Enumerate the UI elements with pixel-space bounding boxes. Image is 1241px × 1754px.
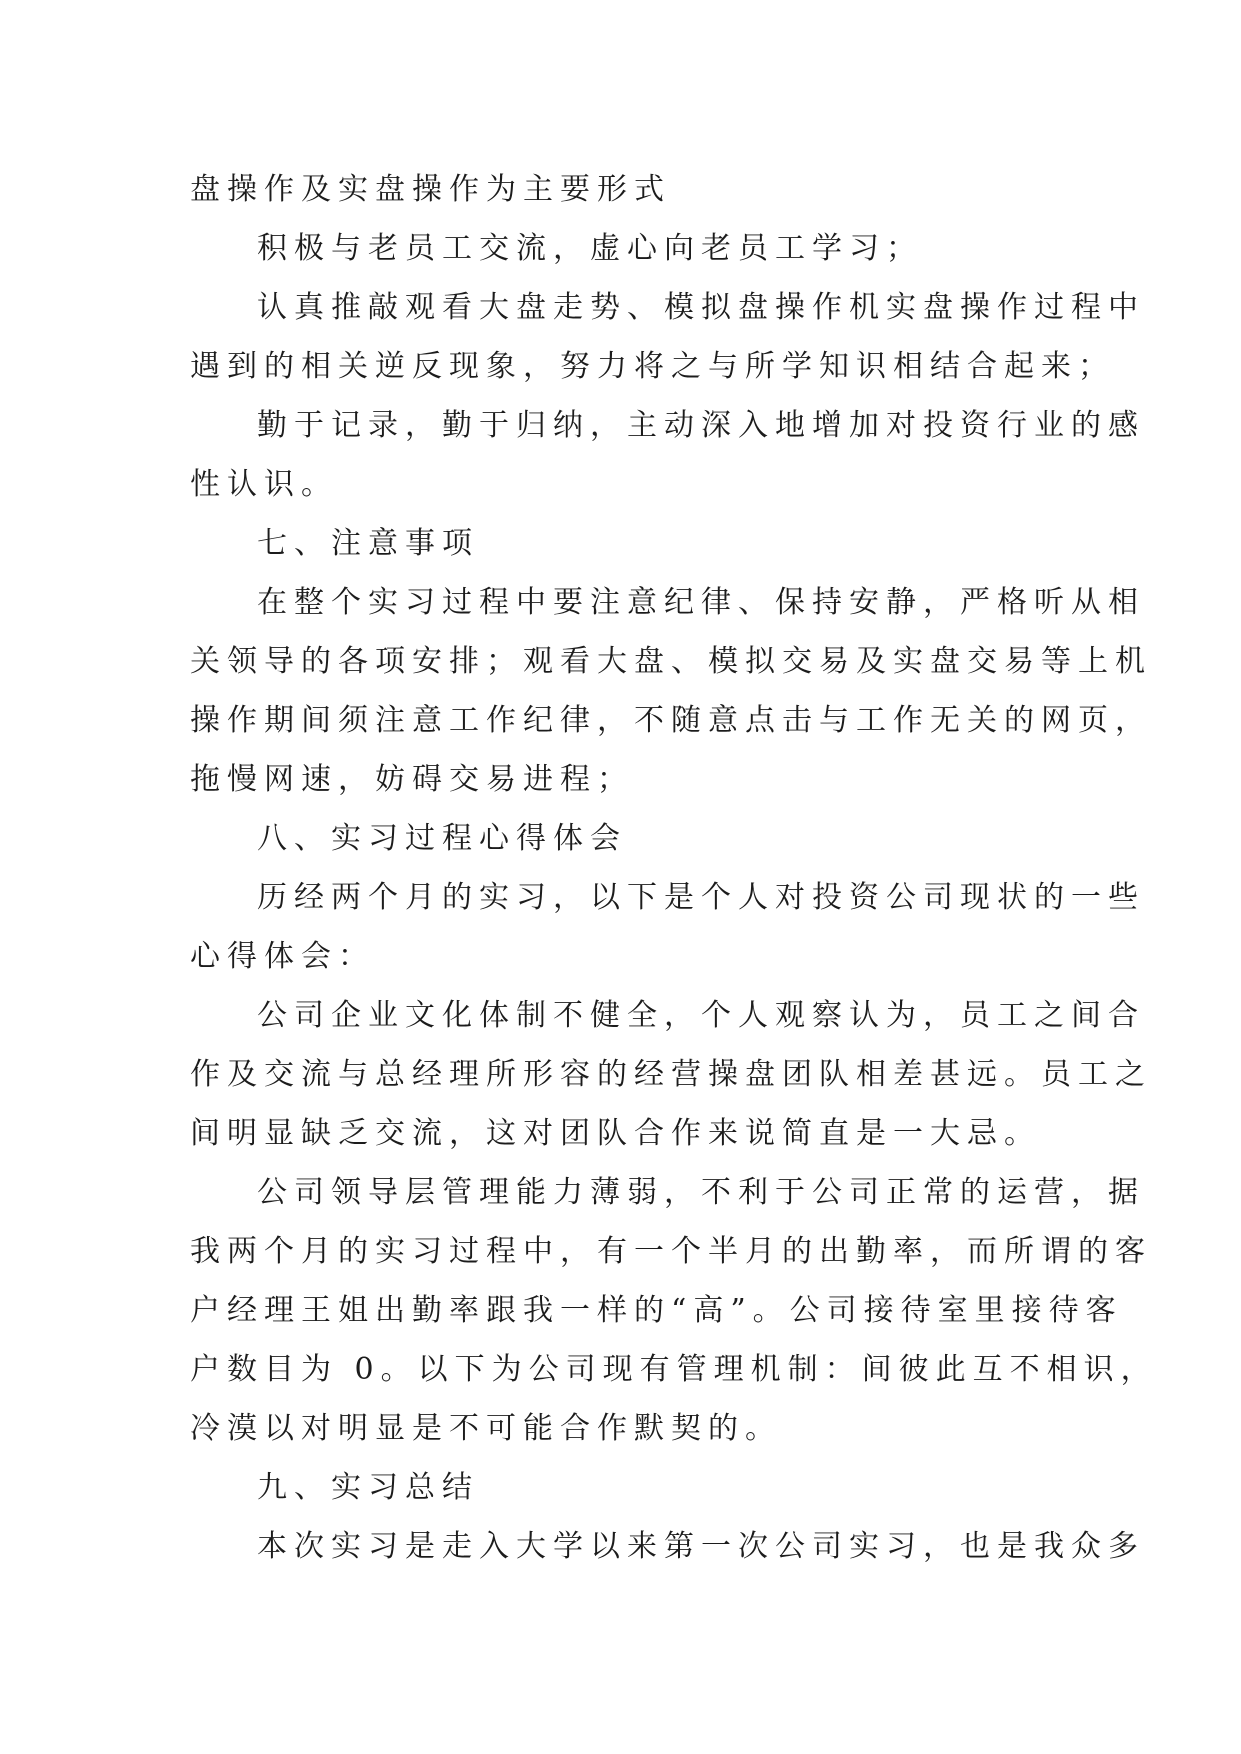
text-line: 间明显缺乏交流，这对团队合作来说简直是一大忌。 [190,1116,1041,1151]
section-heading-eight [190,809,1050,868]
paragraph [190,573,1152,809]
text-line: 心得体会： [190,939,375,974]
text-line: 公司企业文化体制不健全，个人观察认为，员工之间合 [257,998,1145,1033]
paragraph [190,278,1145,396]
text-line: 遇到的相关逆反现象，努力将之与所学知识相结合起来； [190,349,1115,384]
paragraph [190,868,1145,986]
paragraph-continuation [190,160,1050,219]
paragraph [190,1163,1158,1458]
text-line: 在整个实习过程中要注意纪律、保持安静，严格听从相 [257,585,1145,620]
heading-text: 八、实习过程心得体会 [257,821,627,856]
text-line: 关领导的各项安排；观看大盘、模拟交易及实盘交易等上机 [190,644,1152,679]
paragraph [190,1517,1145,1576]
document-body [190,160,1158,1576]
heading-text: 七、注意事项 [257,526,479,561]
heading-text: 九、实习总结 [257,1470,479,1505]
section-heading-seven [190,514,1050,573]
text-line: 作及交流与总经理所形容的经营操盘团队相差甚远。员工之 [190,1057,1152,1092]
section-heading-nine [190,1458,1050,1517]
paragraph [190,986,1152,1163]
text-line: 历经两个月的实习，以下是个人对投资公司现状的一些 [257,880,1145,915]
text-line: 盘操作及实盘操作为主要形式 [190,172,671,207]
text-line: 拖慢网速，妨碍交易进程； [190,762,634,797]
text-line: 户数目为 0。以下为公司现有管理机制：间彼此互不相识， [190,1352,1158,1387]
paragraph [190,396,1145,514]
text-line: 本次实习是走入大学以来第一次公司实习，也是我众多 [257,1529,1145,1564]
text-line: 积极与老员工交流，虚心向老员工学习； [257,231,923,266]
text-line: 公司领导层管理能力薄弱，不利于公司正常的运营，据 [257,1175,1145,1210]
text-line: 勤于记录，勤于归纳，主动深入地增加对投资行业的感 [257,408,1145,443]
text-line: 冷漠以对明显是不可能合作默契的。 [190,1411,782,1446]
text-line: 认真推敲观看大盘走势、模拟盘操作机实盘操作过程中 [257,290,1145,325]
text-line: 性认识。 [190,467,338,502]
text-line: 我两个月的实习过程中，有一个半月的出勤率，而所谓的客 [190,1234,1152,1269]
text-line: 操作期间须注意工作纪律，不随意点击与工作无关的网页， [190,703,1152,738]
paragraph [190,219,1050,278]
text-line: 户经理王姐出勤率跟我一样的“高”。公司接待室里接待客 [190,1293,1123,1328]
